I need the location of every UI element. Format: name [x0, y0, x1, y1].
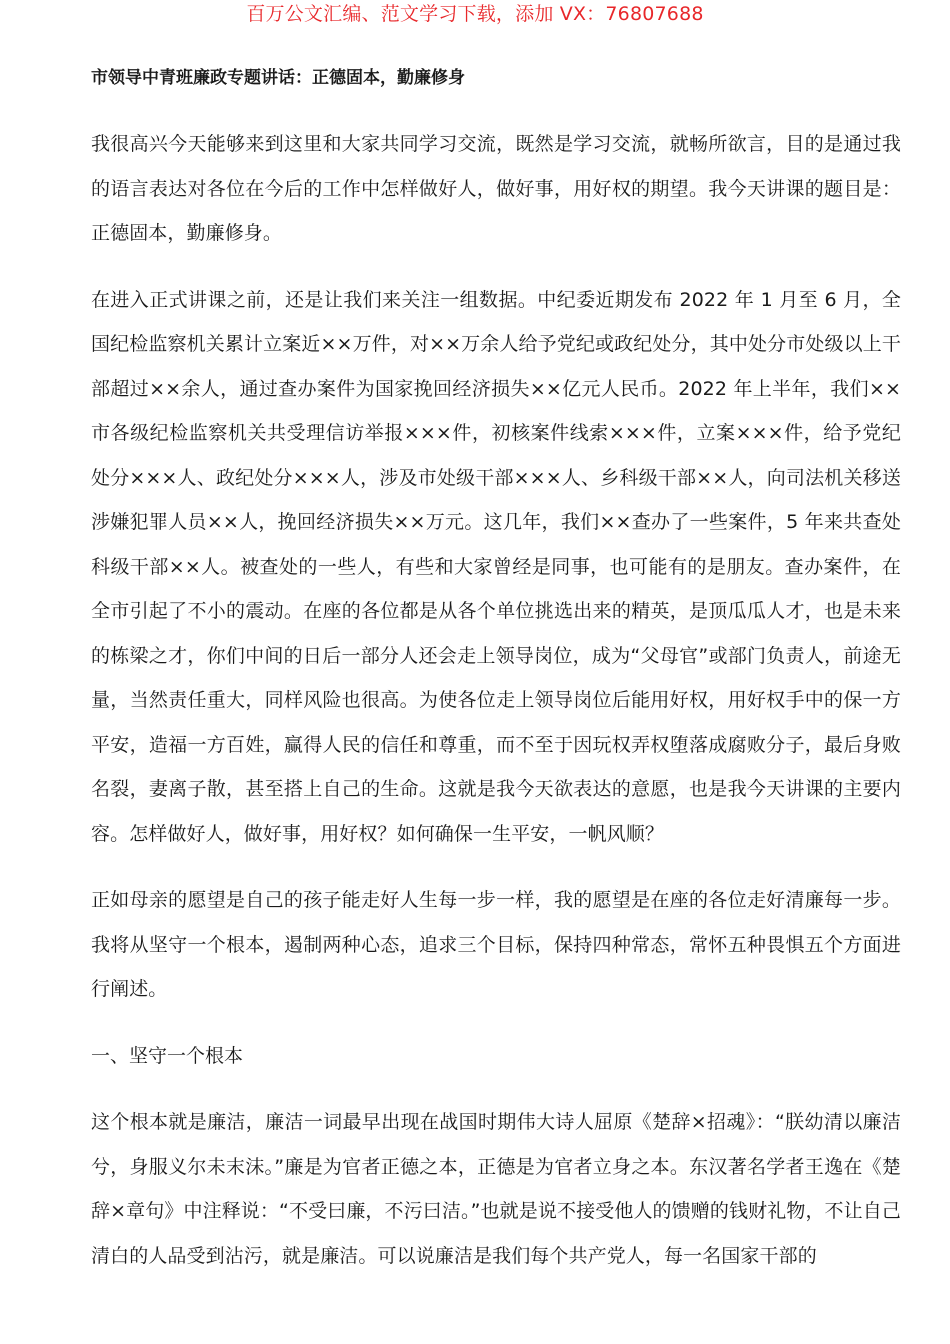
paragraph-data: 在进入正式讲课之前，还是让我们来关注一组数据。中纪委近期发布 2022 年 1 月至 6 月，全国纪检监察机关累计立案近××万件，对××万余人给予党纪或政纪处分，其中处分市处级以上干部超过××余人，通过查办案件为国家挽回经济损失××亿元人民币。2022 年上半年，我们××市各级纪检监察机关共受理信访举报×××件，初核案件线索×××件，立案×××件，给予党纪处分×××人、政纪处分×××人，涉及市处级干部×××人、乡科级干部××人，向司法机关移送涉嫌犯罪人员××人，挽回经济损失××万元。这几年，我们××查办了一些案件，5 年来共查处科级干部××人。被查处的一些人，有些和大家曾经是同事，也可能有的是朋友。查办案件，在全市引起了不小的震动。在座的各位都是从各个单位挑选出来的精英，是顶瓜瓜人才，也是未来的栋梁之才，你们中间的日后一部分人还会走上领导岗位，成为“父母官”或部门负责人，前途无量，当然责任重大，同样风险也很高。为使各位走上领导岗位后能用好权，用好权手中的保一方平安，造福一方百姓，赢得人民的信任和尊重，而不至于因玩权弄权堕落成腐败分子，最后身败名裂，妻离子散，甚至搭上自己的生命。这就是我今天欲表达的意愿，也是我今天讲课的主要内容。怎样做好人，做好事，用好权？如何确保一生平安，一帆风顺？ [91, 288, 901, 845]
watermark-banner: 百万公文汇编、范文学习下载，添加 VX：76807688 [246, 3, 704, 25]
paragraph-intro: 我很高兴今天能够来到这里和大家共同学习交流，既然是学习交流，就畅所欲言，目的是通过我的语言表达对各位在今后的工作中怎样做好人，做好事，用好权的期望。我今天讲课的题目是：正德固本，勤廉修身。 [91, 133, 901, 244]
document-body [91, 64, 901, 1300]
document-title: 市领导中青班廉政专题讲话：正德固本，勤廉修身 [91, 68, 465, 88]
paragraph-outline: 正如母亲的愿望是自己的孩子能走好人生每一步一样，我的愿望是在座的各位走好清廉每一步。我将从坚守一个根本，遏制两种心态，追求三个目标，保持四种常态，常怀五种畏惧五个方面进行阐述。 [91, 889, 901, 1000]
section-heading: 一、坚守一个根本 [91, 1044, 244, 1067]
paragraph-section-one: 这个根本就是廉洁，廉洁一词最早出现在战国时期伟大诗人屈原《楚辞×招魂》：“朕幼清以廉洁兮，身服义尔未末沫。”廉是为官者正德之本，正德是为官者立身之本。东汉著名学者王逸在《楚辞×章句》中注释说：“不受曰廉，不污曰洁。”也就是说不接受他人的馈赠的钱财礼物，不让自己清白的人品受到沾污，就是廉洁。可以说廉洁是我们每个共产党人，每一名国家干部的 [91, 1111, 901, 1267]
